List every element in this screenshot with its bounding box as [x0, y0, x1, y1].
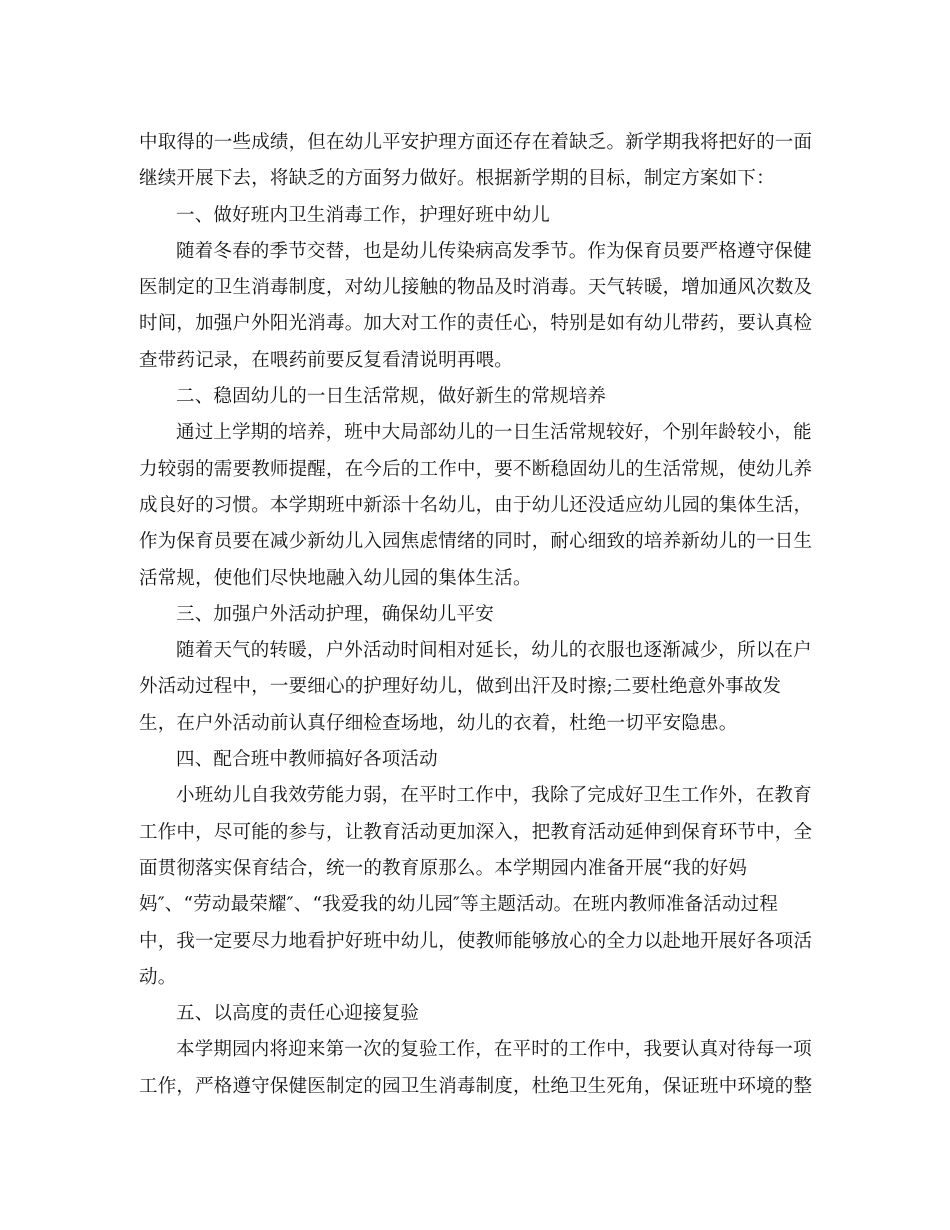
section-heading: 五、以高度的责任心迎接复验	[176, 1003, 420, 1025]
paragraph-line: 外活动过程中，一要细心的护理好幼儿，做到出汗及时擦;二要杜绝意外事故发	[139, 676, 782, 698]
paragraph-line: 妈″、“劳动最荣耀″、“我爱我的幼儿园″等主题活动。在班内教师准备活动过程	[139, 894, 779, 916]
paragraph-line: 面贯彻落实保育结合，统一的教育原那么。本学期园内准备开展“我的好妈	[139, 857, 748, 879]
paragraph-line: 动。	[139, 966, 177, 988]
paragraph-line: 随着冬春的季节交替，也是幼儿传染病高发季节。作为保育员要严格遵守保健	[176, 240, 812, 262]
paragraph-line: 医制定的卫生消毒制度，对幼儿接触的物品及时消毒。天气转暖，增加通风次数及	[139, 277, 813, 299]
section-heading: 一、做好班内卫生消毒工作，护理好班中幼儿	[176, 204, 551, 226]
paragraph-line: 时间，加强户外阳光消毒。加大对工作的责任心，特别是如有幼儿带药，要认真检	[139, 313, 813, 335]
section-heading: 四、配合班中教师搞好各项活动	[176, 749, 438, 771]
paragraph-line: 生，在户外活动前认真仔细检查场地，幼儿的衣着，杜绝一切平安隐患。	[139, 712, 738, 734]
paragraph-line: 工作，严格遵守保健医制定的园卫生消毒制度，杜绝卫生死角，保证班中环境的整	[139, 1075, 813, 1097]
paragraph-line: 继续开展下去，将缺乏的方面努力做好。根据新学期的目标，制定方案如下：	[139, 168, 775, 190]
section-heading: 二、稳固幼儿的一日生活常规，做好新生的常规培养	[176, 386, 607, 408]
document-body	[139, 125, 811, 1105]
paragraph-line: 工作中，尽可能的参与，让教育活动更加深入，把教育活动延伸到保育环节中，全	[139, 821, 813, 843]
paragraph-line: 作为保育员要在减少新幼儿入园焦虑情绪的同时，耐心细致的培养新幼儿的一日生	[139, 531, 813, 553]
paragraph-line: 随着天气的转暖，户外活动时间相对延长，幼儿的衣服也逐渐减少，所以在户	[176, 640, 812, 662]
paragraph-line: 中，我一定要尽力地看护好班中幼儿，使教师能够放心的全力以赴地开展好各项活	[139, 930, 813, 952]
paragraph-line: 本学期园内将迎来第一次的复验工作，在平时的工作中，我要认真对待每一项	[176, 1039, 812, 1061]
section-heading: 三、加强户外活动护理，确保幼儿平安	[176, 603, 494, 625]
paragraph-line: 中取得的一些成绩，但在幼儿平安护理方面还存在着缺乏。新学期我将把好的一面	[139, 132, 813, 153]
paragraph-line: 力较弱的需要教师提醒，在今后的工作中，要不断稳固幼儿的生活常规，使幼儿养	[139, 458, 813, 480]
paragraph-line: 成良好的习惯。本学期班中新添十名幼儿，由于幼儿还没适应幼儿园的集体生活，	[139, 494, 813, 516]
paragraph-line: 小班幼儿自我效劳能力弱，在平时工作中，我除了完成好卫生工作外，在教育	[176, 785, 812, 807]
paragraph-line: 活常规，使他们尽快地融入幼儿园的集体生活。	[139, 567, 532, 589]
paragraph-line: 查带药记录，在喂药前要反复看清说明再喂。	[139, 349, 514, 371]
paragraph-line: 通过上学期的培养，班中大局部幼儿的一日生活常规较好，个别年龄较小，能	[176, 422, 812, 444]
